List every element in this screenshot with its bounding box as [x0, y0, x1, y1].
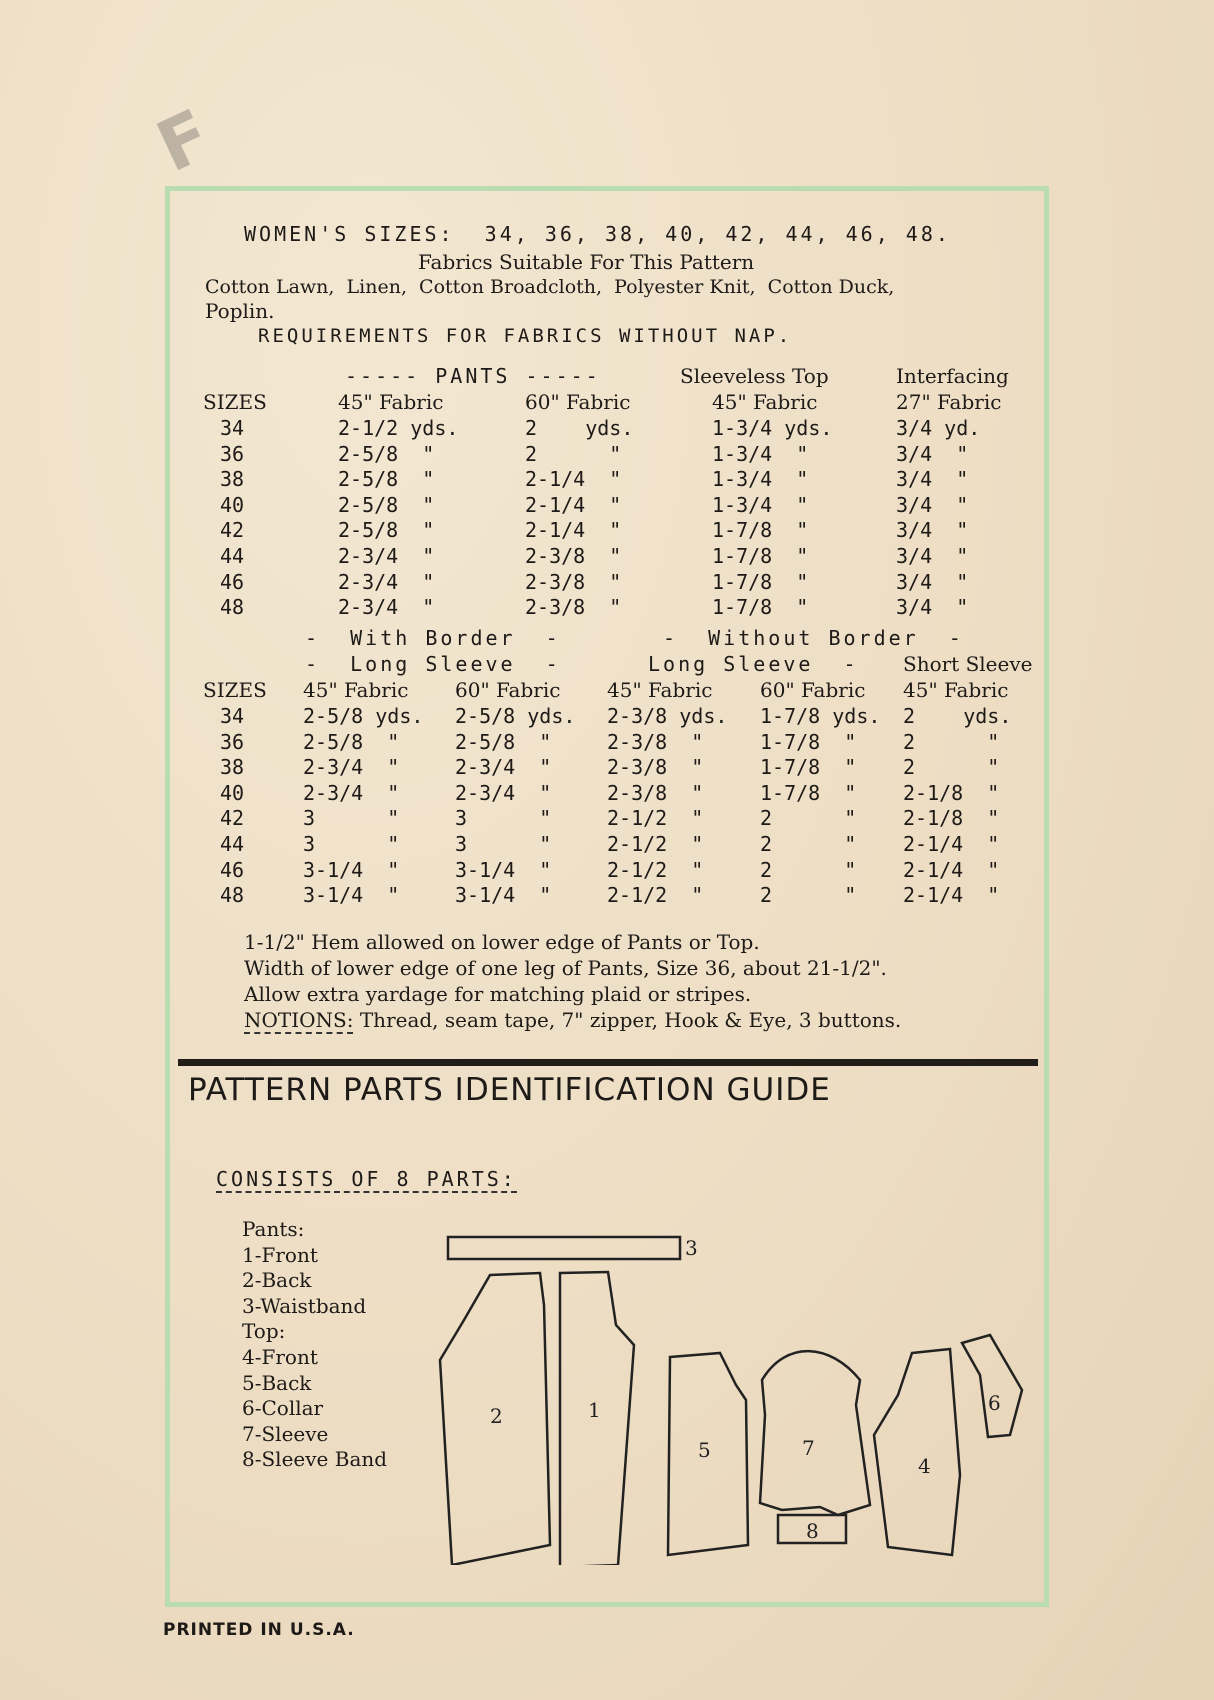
part-label-4: 4: [918, 1454, 931, 1478]
table2-cell: 2-1/8 ": [903, 806, 1000, 831]
section-divider: [178, 1059, 1038, 1066]
printed-in-usa: PRINTED IN U.S.A.: [163, 1620, 355, 1640]
parts-list-item: Pants:: [242, 1217, 305, 1241]
consists-title: [216, 1167, 517, 1191]
table2-cell: 1-7/8 ": [760, 729, 857, 754]
table2-cell: 2-1/4 ": [903, 832, 1000, 856]
parts-list-item: 8-Sleeve Band: [242, 1447, 388, 1472]
parts-list-item: 3-Waistband: [242, 1293, 367, 1318]
table2-cell: 2-3/8 ": [607, 780, 704, 805]
table1-cell: 2-5/8 ": [338, 518, 435, 543]
table2-cell: 2-3/4 ": [455, 780, 552, 805]
table1-size-cell: 44: [220, 544, 245, 568]
table2-cell: 2 ": [903, 729, 1000, 754]
table1-size-cell: 38: [220, 467, 245, 492]
table2-cell: 2 ": [903, 755, 1000, 780]
table1-cell: 2-5/8 ": [338, 492, 435, 517]
table2-size-cell: 40: [220, 780, 245, 805]
table2-cell: 2-5/8 ": [303, 729, 400, 754]
parts-list-item: 4-Front: [242, 1345, 318, 1369]
table1-cell: 2-3/8 ": [525, 569, 622, 594]
table2-cell: 2 ": [760, 883, 857, 908]
table2-cell: 1-7/8 ": [760, 755, 857, 780]
part-3-waistband-shape: [448, 1237, 680, 1259]
table2-cell: 2-1/2 ": [607, 857, 704, 882]
table1-cell: 3/4 ": [896, 467, 969, 492]
parts-list-item: 2-Back: [242, 1268, 312, 1293]
table2-header-cell: 60" Fabric: [760, 678, 866, 702]
table2-cell: 2-1/4 ": [903, 883, 1000, 908]
table2-cell: 2-3/8 yds.: [607, 704, 728, 728]
table1-cell: 3/4 ": [896, 441, 969, 466]
fabrics-line-2: Poplin.: [205, 299, 275, 323]
table2-header-cell: 45" Fabric: [903, 678, 1009, 702]
table1-header-cell: 45" Fabric: [712, 390, 818, 414]
table2-cell: 2-5/8 yds.: [455, 704, 576, 728]
part-7-sleeve-shape: [760, 1351, 870, 1515]
table1-cell: 1-3/4 yds.: [712, 416, 833, 440]
table2-size-cell: 34: [220, 704, 245, 728]
table2-cell: 3-1/4 ": [303, 857, 400, 882]
notions-line: [244, 1008, 901, 1032]
table2-cell: 1-7/8 yds.: [760, 704, 881, 728]
notions-label: NOTIONS:: [244, 1008, 354, 1032]
table2-size-cell: 36: [220, 729, 245, 754]
fabrics-suitable-title: Fabrics Suitable For This Pattern: [418, 250, 755, 274]
table1-cell: 1-3/4 ": [712, 441, 809, 466]
table2-cell: 3 ": [455, 832, 552, 856]
table2-cell: 2 yds.: [903, 704, 1012, 728]
parts-list-item: 5-Back: [242, 1370, 312, 1395]
table1-cell: 2-1/2 yds.: [338, 416, 459, 440]
table1-cell: 2-1/4 ": [525, 518, 622, 543]
table1-cell: 1-7/8 ": [712, 595, 809, 620]
table1-cell: 3/4 ": [896, 518, 969, 543]
table2-cell: 3-1/4 ": [455, 883, 552, 908]
table2-header-cell: SIZES: [203, 678, 267, 702]
guide-title: PATTERN PARTS IDENTIFICATION GUIDE: [188, 1072, 831, 1108]
table1-cell: 2-1/4 ": [525, 467, 622, 492]
table1-size-cell: 40: [220, 492, 245, 517]
table1-cell: 2-1/4 ": [525, 492, 622, 517]
table1-cell: 2-3/4 ": [338, 595, 435, 620]
table1-size-cell: 42: [220, 518, 245, 543]
table1-size-cell: 36: [220, 441, 245, 466]
table1-cell: 2-3/4 ": [338, 569, 435, 594]
table1-cell: 2-3/8 ": [525, 595, 622, 620]
table2-cell: 2-5/8 ": [455, 729, 552, 754]
table2-header-cell: 60" Fabric: [455, 678, 561, 702]
table1-header-cell: 27" Fabric: [896, 390, 1002, 414]
table1-header-cell: 60" Fabric: [525, 390, 631, 414]
table1-cell: 2-3/8 ": [525, 544, 622, 568]
womens-sizes-line: WOMEN'S SIZES: 34, 36, 38, 40, 42, 44, 46, 48.: [244, 222, 951, 246]
table2-cell: 2 ": [760, 832, 857, 856]
table1-header-cell: SIZES: [203, 390, 267, 414]
table1-cell: 3/4 ": [896, 595, 969, 620]
table2-cell: 2-3/4 ": [303, 780, 400, 805]
part-6-collar-shape: [962, 1335, 1022, 1437]
table1-size-cell: 46: [220, 569, 245, 594]
table2-cell: 2 ": [760, 806, 857, 831]
part-4-front-top-shape: [874, 1349, 960, 1555]
table1-cell: 1-7/8 ": [712, 518, 809, 543]
table1-header-cell: 45" Fabric: [338, 390, 444, 414]
table1-cell: 1-3/4 ": [712, 492, 809, 517]
table2-cell: 1-7/8 ": [760, 780, 857, 805]
table1-cell: 3/4 yd.: [896, 416, 981, 440]
table2-cell: 2 ": [760, 857, 857, 882]
table2-cell: 3 ": [455, 806, 552, 831]
table2-size-cell: 48: [220, 883, 245, 908]
group-long-sleeve-without-border: Long Sleeve -: [648, 652, 859, 676]
part-label-2: 2: [490, 1404, 503, 1428]
note-yardage: Allow extra yardage for matching plaid or stripes.: [244, 982, 752, 1006]
table1-cell: 1-7/8 ": [712, 569, 809, 594]
table1-cell: 2-3/4 ": [338, 544, 435, 568]
table1-cell: 2 ": [525, 441, 622, 466]
table2-cell: 2-1/4 ": [903, 857, 1000, 882]
part-label-1: 1: [588, 1398, 601, 1422]
table2-cell: 3 ": [303, 832, 400, 856]
table2-cell: 2-3/4 ": [455, 755, 552, 780]
table2-cell: 2-5/8 yds.: [303, 704, 424, 728]
group-with-border: - With Border -: [305, 626, 561, 650]
table2-size-cell: 38: [220, 755, 245, 780]
parts-list-item: 6-Collar: [242, 1396, 324, 1421]
group-short-sleeve: Short Sleeve: [903, 652, 1033, 676]
table2-cell: 3-1/4 ": [455, 857, 552, 882]
table2-cell: 2-1/8 ": [903, 780, 1000, 805]
table2-cell: 2-3/8 ": [607, 729, 704, 754]
table1-size-cell: 34: [220, 416, 245, 440]
table1-cell: 2-5/8 ": [338, 441, 435, 466]
group-pants: ----- PANTS -----: [345, 364, 601, 388]
notions-text: Thread, seam tape, 7" zipper, Hook & Eye, 3 buttons.: [353, 1008, 902, 1032]
corner-stamp-letter: F: [144, 93, 223, 189]
table2-size-cell: 46: [220, 857, 245, 882]
table1-cell: 3/4 ": [896, 492, 969, 517]
table2-cell: 2-3/8 ": [607, 755, 704, 780]
note-hem: 1-1/2" Hem allowed on lower edge of Pants or Top.: [244, 930, 760, 954]
part-label-6: 6: [988, 1391, 1001, 1415]
pattern-parts-diagram: [430, 1225, 1040, 1565]
table2-size-cell: 42: [220, 806, 245, 831]
table1-cell: 2 yds.: [525, 416, 634, 440]
table2-header-cell: 45" Fabric: [303, 678, 409, 702]
part-label-7: 7: [802, 1436, 815, 1460]
table2-size-cell: 44: [220, 832, 245, 856]
table2-cell: 2-3/4 ": [303, 755, 400, 780]
group-interfacing: Interfacing: [896, 364, 1009, 388]
note-width: Width of lower edge of one leg of Pants, Size 36, about 21-1/2".: [244, 956, 887, 980]
table1-cell: 3/4 ": [896, 544, 969, 568]
table2-cell: 2-1/2 ": [607, 806, 704, 831]
group-without-border: - Without Border -: [663, 626, 964, 650]
table2-header-cell: 45" Fabric: [607, 678, 713, 702]
parts-list-item: Top:: [242, 1319, 286, 1344]
table1-cell: 1-3/4 ": [712, 467, 809, 492]
table2-cell: 2-1/2 ": [607, 832, 704, 856]
group-long-sleeve-with-border: - Long Sleeve -: [305, 652, 561, 676]
parts-list-item: 7-Sleeve: [242, 1421, 329, 1446]
table1-size-cell: 48: [220, 595, 245, 620]
requirements-title: REQUIREMENTS FOR FABRICS WITHOUT NAP.: [258, 325, 793, 347]
table2-cell: 2-1/2 ": [607, 883, 704, 908]
table2-cell: 3 ": [303, 806, 400, 831]
parts-list-item: 1-Front: [242, 1242, 318, 1267]
table1-cell: 3/4 ": [896, 569, 969, 594]
part-label-8: 8: [806, 1519, 819, 1543]
table1-cell: 1-7/8 ": [712, 544, 809, 568]
group-sleeveless-top: Sleeveless Top: [680, 364, 829, 388]
table1-cell: 2-5/8 ": [338, 467, 435, 492]
part-label-3: 3: [685, 1236, 698, 1260]
table2-cell: 3-1/4 ": [303, 883, 400, 908]
fabrics-line-1: Cotton Lawn, Linen, Cotton Broadcloth, Polyester Knit, Cotton Duck,: [205, 276, 895, 298]
part-label-5: 5: [698, 1438, 711, 1462]
consists-text: CONSISTS OF 8 PARTS:: [216, 1167, 517, 1191]
